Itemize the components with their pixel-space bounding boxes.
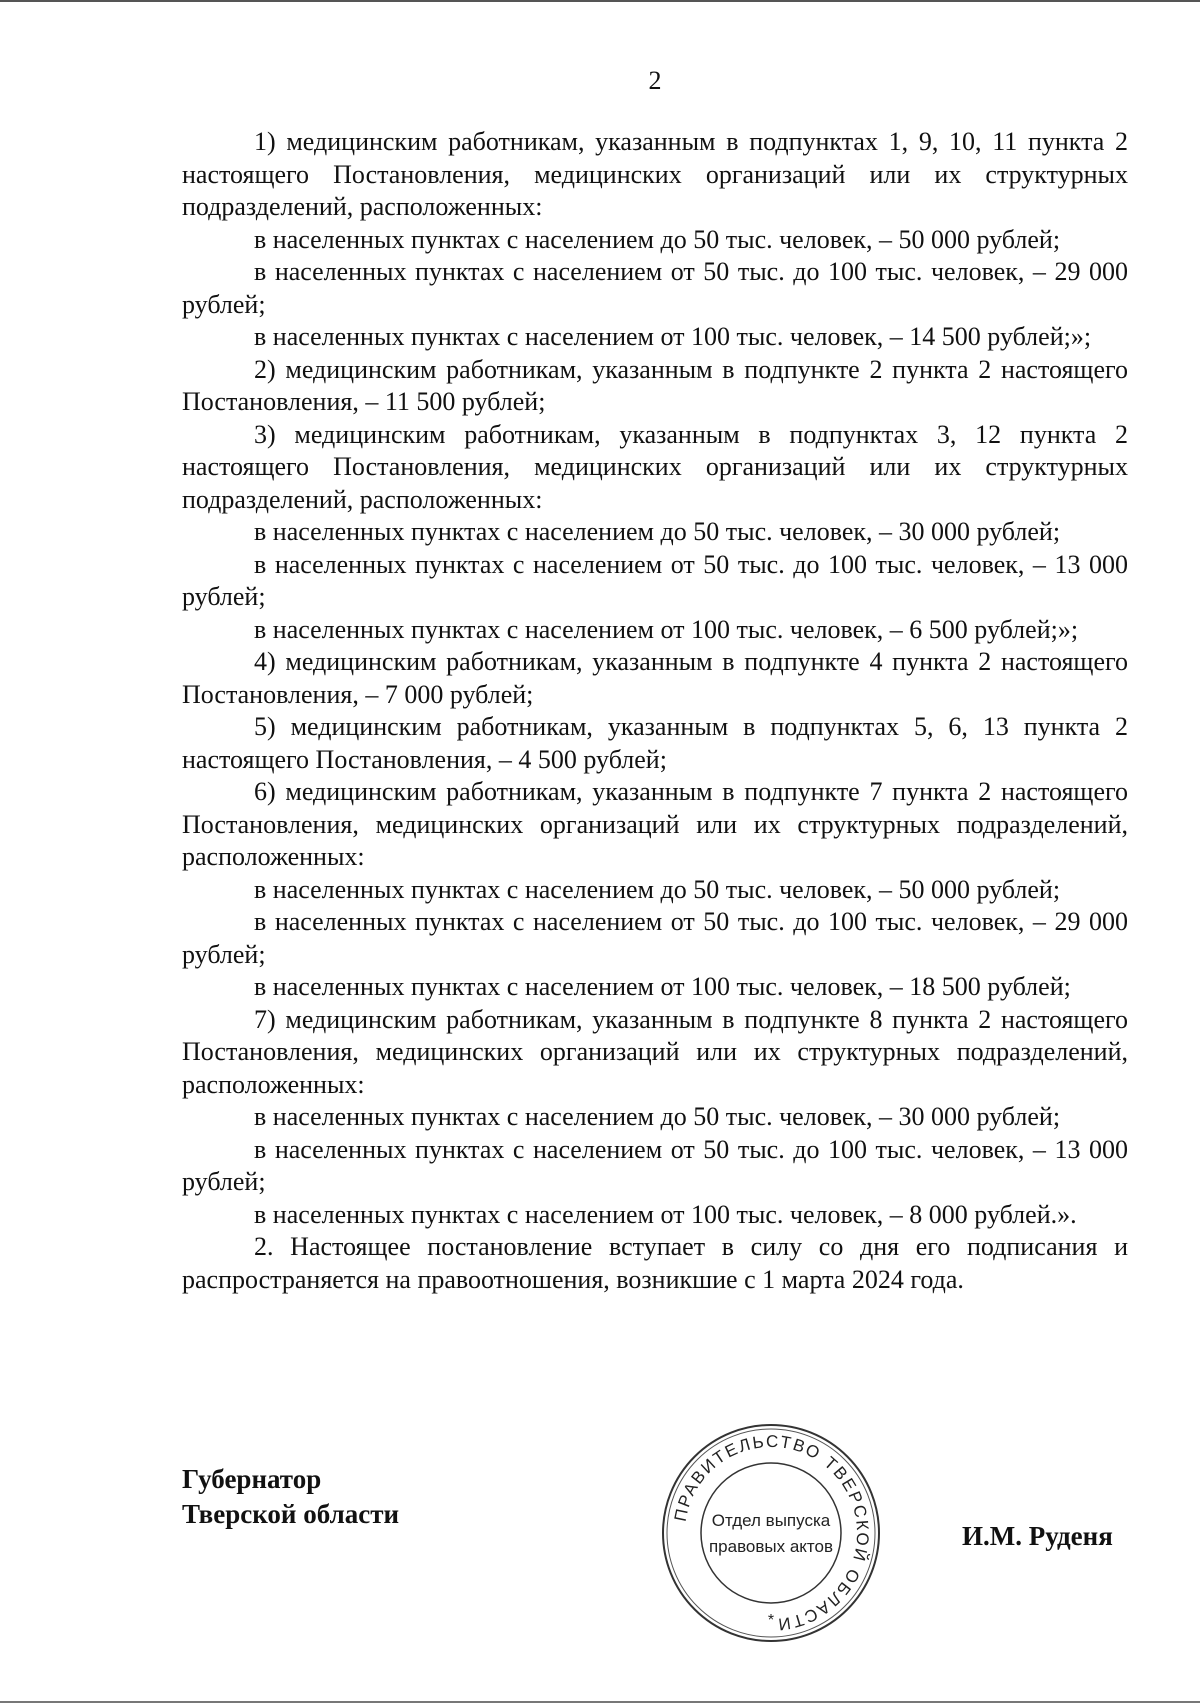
page-number: 2 xyxy=(648,66,662,95)
paragraph: 6) медицинским работникам, указанным в подпункте 7 пункта 2 настоящего Постановления, медицинских организаций или их структурных подразделений, расположенных: xyxy=(182,777,1128,871)
scan-border-top xyxy=(0,0,1200,2)
stamp-center-line1: Отдел выпуска xyxy=(711,1511,831,1530)
paragraph: 1) медицинским работникам, указанным в подпунктах 1, 9, 10, 11 пункта 2 настоящего Постановления, медицинских организаций или их структурных подразделений, расположенных: xyxy=(182,127,1128,221)
stamp-ring-text: ПРАВИТЕЛЬСТВО ТВЕРСКОЙ ОБЛАСТИ xyxy=(670,1431,873,1635)
stamp-inner-ring xyxy=(701,1463,841,1603)
paragraph: в населенных пунктах с населением от 100 тыс. человек, – 14 500 рублей;»; xyxy=(254,322,1092,351)
paragraph: в населенных пунктах с населением от 50 тыс. до 100 тыс. человек, – 29 000 рублей; xyxy=(182,257,1128,319)
paragraph: 3) медицинским работникам, указанным в подпунктах 3, 12 пункта 2 настоящего Постановления, медицинских организаций или их структурных подразделений, расположенных: xyxy=(182,419,1128,514)
paragraph: в населенных пунктах с населением от 100 тыс. человек, – 18 500 рублей; xyxy=(254,972,1071,1001)
signatory-title-line1: Губернатор xyxy=(182,1464,322,1494)
paragraph: в населенных пунктах с населением от 50 тыс. до 100 тыс. человек, – 13 000 рублей; xyxy=(182,549,1128,611)
paragraph: в населенных пунктах с населением до 50 тыс. человек, – 50 000 рублей; xyxy=(254,224,1061,254)
signatory-name: И.М. Руденя xyxy=(962,1521,1113,1551)
paragraph: в населенных пунктах с населением до 50 тыс. человек, – 50 000 рублей; xyxy=(254,874,1061,904)
paragraph: в населенных пунктах с населением от 100 тыс. человек, – 8 000 рублей.». xyxy=(254,1199,1077,1229)
paragraph: в населенных пунктах с населением до 50 тыс. человек, – 30 000 рублей; xyxy=(254,1102,1061,1131)
paragraph: 7) медицинским работникам, указанным в подпункте 8 пункта 2 настоящего Постановления, медицинских организаций или их структурных подразделений, расположенных: xyxy=(182,1004,1128,1099)
stamp-outer-ring-inner xyxy=(667,1429,875,1637)
official-stamp xyxy=(660,1422,882,1644)
document-body xyxy=(182,126,1128,1296)
paragraph: в населенных пунктах с населением от 50 тыс. до 100 тыс. человек, – 13 000 рублей; xyxy=(182,1134,1128,1196)
paragraph: 2) медицинским работникам, указанным в подпункте 2 пункта 2 настоящего Постановления, – 11 500 рублей; xyxy=(182,354,1128,416)
signatory-title xyxy=(182,1462,399,1532)
paragraph: 5) медицинским работникам, указанным в подпунктах 5, 6, 13 пункта 2 настоящего Постановления, – 4 500 рублей; xyxy=(182,712,1128,774)
signatory-title-line2: Тверской области xyxy=(182,1499,400,1529)
paragraph: в населенных пунктах с населением от 100 тыс. человек, – 6 500 рублей;»; xyxy=(254,614,1079,644)
paragraph: 4) медицинским работникам, указанным в подпункте 4 пункта 2 настоящего Постановления, – 7 000 рублей; xyxy=(182,647,1128,709)
scan-border-bottom xyxy=(0,1701,1200,1703)
paragraph: 2. Настоящее постановление вступает в силу со дня его подписания и распространяется на правоотношения, возникшие с 1 марта 2024 года. xyxy=(182,1232,1128,1294)
stamp-outer-ring xyxy=(663,1425,879,1641)
paragraph: в населенных пунктах с населением от 50 тыс. до 100 тыс. человек, – 29 000 рублей; xyxy=(182,907,1128,969)
paragraph: в населенных пунктах с населением до 50 тыс. человек, – 30 000 рублей; xyxy=(254,517,1061,546)
stamp-star: * xyxy=(767,1612,775,1629)
stamp-center-line2: правовых актов xyxy=(708,1537,834,1556)
